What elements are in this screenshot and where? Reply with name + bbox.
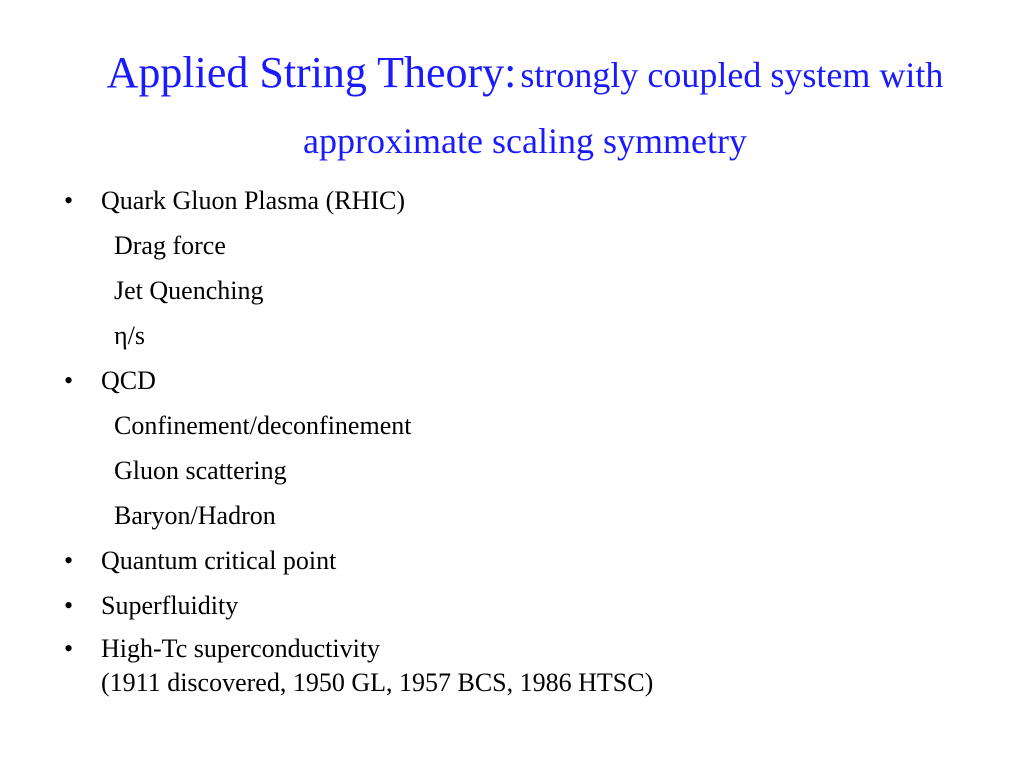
list-item xyxy=(64,448,984,493)
list-item-text: Superfluidity xyxy=(101,591,239,620)
list-item-text: Confinement/deconfinement xyxy=(114,411,412,440)
title-subtitle: strongly coupled system with approximate scaling symmetry xyxy=(303,55,944,161)
list-item-continuation: (1911 discovered, 1950 GL, 1957 BCS, 1986 HTSC) xyxy=(101,668,654,697)
list-item xyxy=(64,538,984,583)
list-item-text: η/s xyxy=(114,321,145,350)
list-item-text: Quantum critical point xyxy=(101,546,337,575)
bullet-icon: • xyxy=(64,186,74,215)
list-item-text: Gluon scattering xyxy=(114,456,287,485)
list-item-text: Quark Gluon Plasma (RHIC) xyxy=(101,186,406,215)
list-item xyxy=(64,493,984,538)
list-item-text: QCD xyxy=(101,366,156,395)
bullet-list xyxy=(64,178,984,700)
bullet-icon: • xyxy=(64,546,74,575)
list-item-text: Drag force xyxy=(114,231,226,260)
slide-title xyxy=(60,44,990,178)
list-item-text: High-Tc superconductivity xyxy=(101,634,381,663)
list-item xyxy=(64,178,984,223)
bullet-icon: • xyxy=(64,366,74,395)
bullet-icon: • xyxy=(64,634,74,663)
bullet-icon: • xyxy=(64,591,74,620)
list-item xyxy=(64,628,984,700)
list-item xyxy=(64,403,984,448)
list-item xyxy=(64,268,984,313)
list-item-text: Baryon/Hadron xyxy=(114,501,276,530)
list-item xyxy=(64,223,984,268)
list-item-text: Jet Quenching xyxy=(114,276,264,305)
list-item xyxy=(64,358,984,403)
title-main: Applied String Theory: xyxy=(106,48,517,97)
list-item xyxy=(64,313,984,358)
list-item xyxy=(64,583,984,628)
